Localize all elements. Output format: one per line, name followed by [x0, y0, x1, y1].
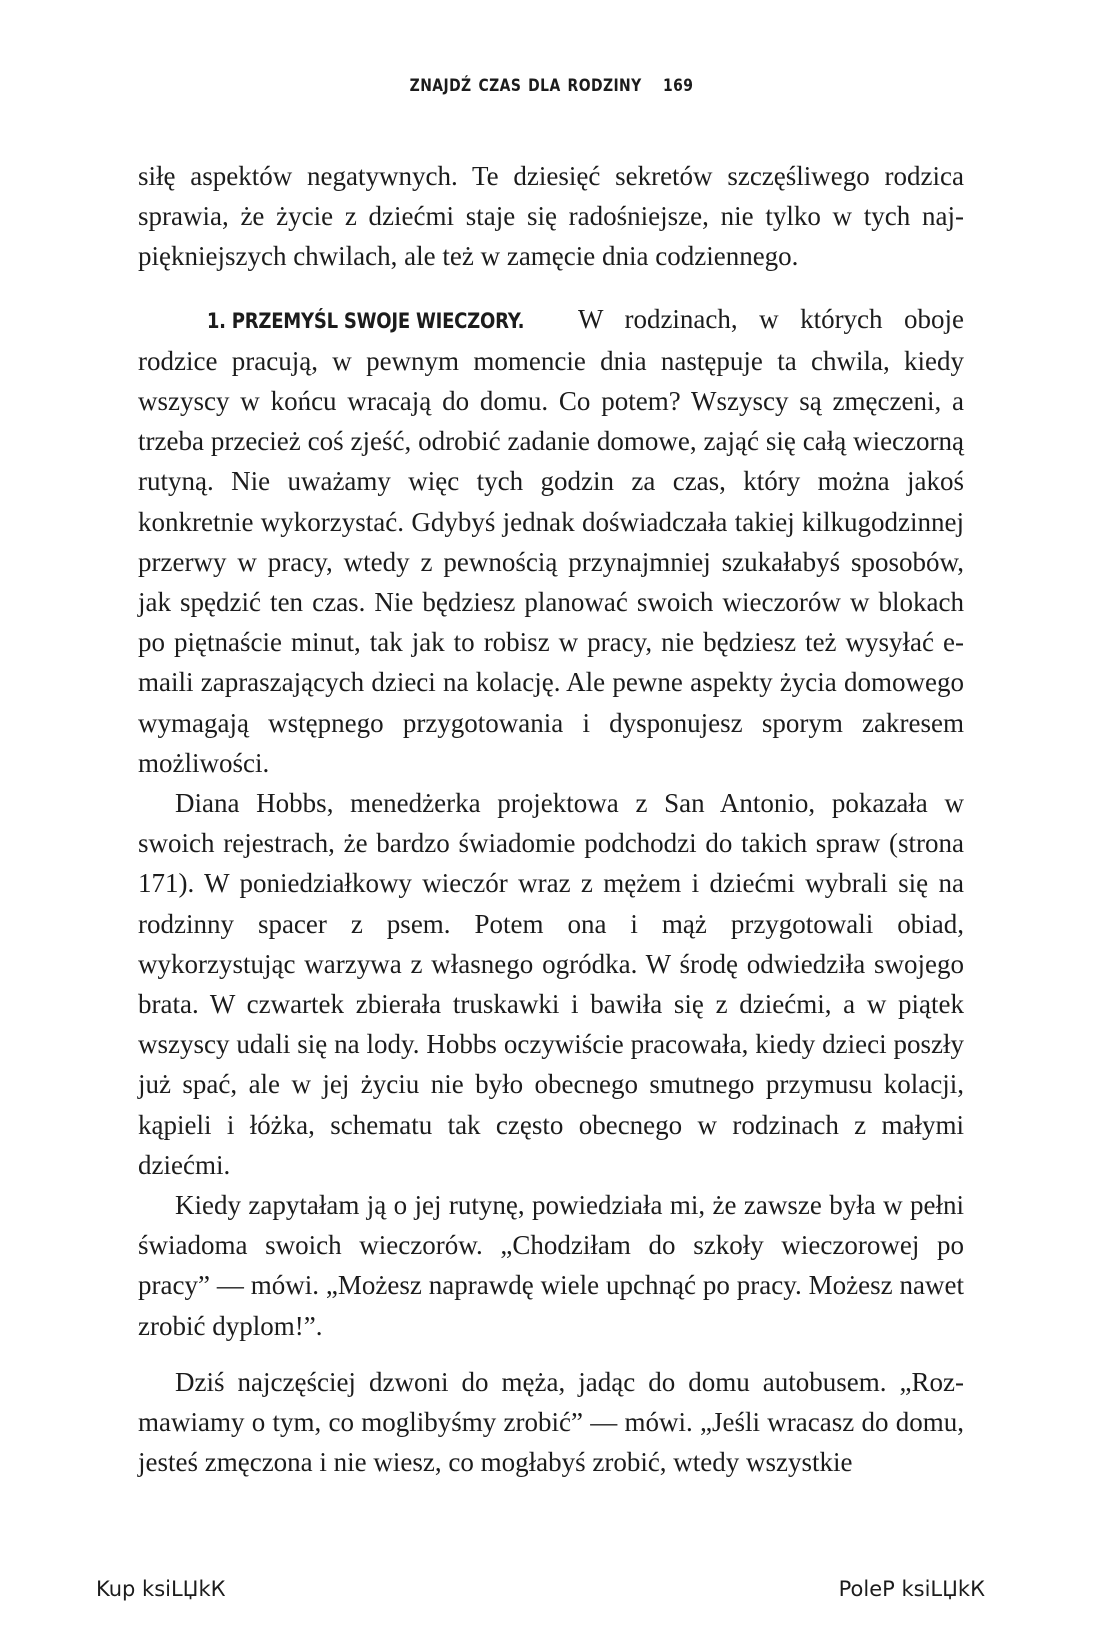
paragraph-4: Kiedy zapytałam ją o jej rutynę, powiedziała mi, że zawsze była w pełni świadoma swoich wieczorów. „Chodziłam do szkoły wieczorowej po pracy” — mówi. „Możesz naprawdę wiele upchnąć po pracy. Możesz nawet zrobić dyplom!”. — [138, 1190, 964, 1341]
section-heading: 1. PRZEMYŚL SWOJE WIECZORY. — [206, 308, 525, 333]
paragraph-1: siłę aspektów negatywnych. Te dziesięć sekretów szczęśliwego rodzica sprawia, że życie z dziećmi staje się radośniejsze, nie tylko w tych najpiękniejszych chwilach, ale też w zamęcie dnia codziennego. — [138, 161, 964, 272]
paragraph-2 — [138, 299, 964, 783]
paragraph-3: Diana Hobbs, menedżerka projektowa z San Antonio, pokazała w swoich rejestrach, że bardzo świadomie podchodzi do takich spraw (strona 171). W poniedziałkowy wieczór wraz z mężem i dziećmi wybrali się na rodzinny spacer z psem. Potem ona i mąż przygotowali obiad, wykorzystując warzywa z własnego ogródka. W środę odwiedziła swojego brata. W czwartek zbierała truskawki i bawiła się z dziećmi, a w piątek wszyscy udali się na lody. Hobbs oczywiście pracowała, kiedy dzieci poszły już spać, ale w jej życiu nie było obecnego smutnego przymusu kolacji, kąpieli i łóżka, schematu tak często obecnego w rodzinach z małymi dziećmi. — [138, 788, 964, 1180]
page-number: 169 — [662, 76, 694, 96]
body-text — [138, 156, 964, 1483]
buy-book-link[interactable]: Kup ksiLЏkК — [96, 1577, 226, 1601]
paragraph-5: Dziś najczęściej dzwoni do męża, jadąc do domu autobusem. „Rozmawiamy o tym, co moglibyśmy zrobić” — mówi. „Jeśli wracasz do domu, jesteś zmęczona i nie wiesz, co mogłabyś zrobić, wtedy wszystkie — [138, 1366, 964, 1478]
paragraph-2-text: W rodzinach, w których oboje rodzice pracują, w pewnym momencie dnia następuje ta chwila, kiedy wszyscy w końcu wracają do domu. Co potem? Wszyscy są zmęczeni, a trzeba przecież coś zjeść, odrobić zadanie domowe, zająć się całą wieczorną rutyną. Nie uważamy więc tych godzin za czas, który można jakoś konkretnie wykorzystać. Gdybyś jednak doświadczała takiej kilkugodzinnej przerwy w pracy, wtedy z pewnością przynajmniej szukałabyś sposobów, jak spędzić ten czas. Nie będziesz planować swoich wieczorów w blokach po piętnaście minut, tak jak to robisz w pracy, nie będziesz też wysyłać e-maili zapraszających dzieci na kolację. Ale pewne aspekty życia domowego wymagają wstępnego przygotowania i dysponujesz sporym zakresem możliwości. — [138, 303, 964, 778]
running-head — [99, 76, 1003, 96]
recommend-book-link[interactable]: PoleР ksiLЏkК — [838, 1577, 985, 1601]
running-title: ZNAJDŹ CZAS DLA RODZINY — [409, 76, 642, 96]
